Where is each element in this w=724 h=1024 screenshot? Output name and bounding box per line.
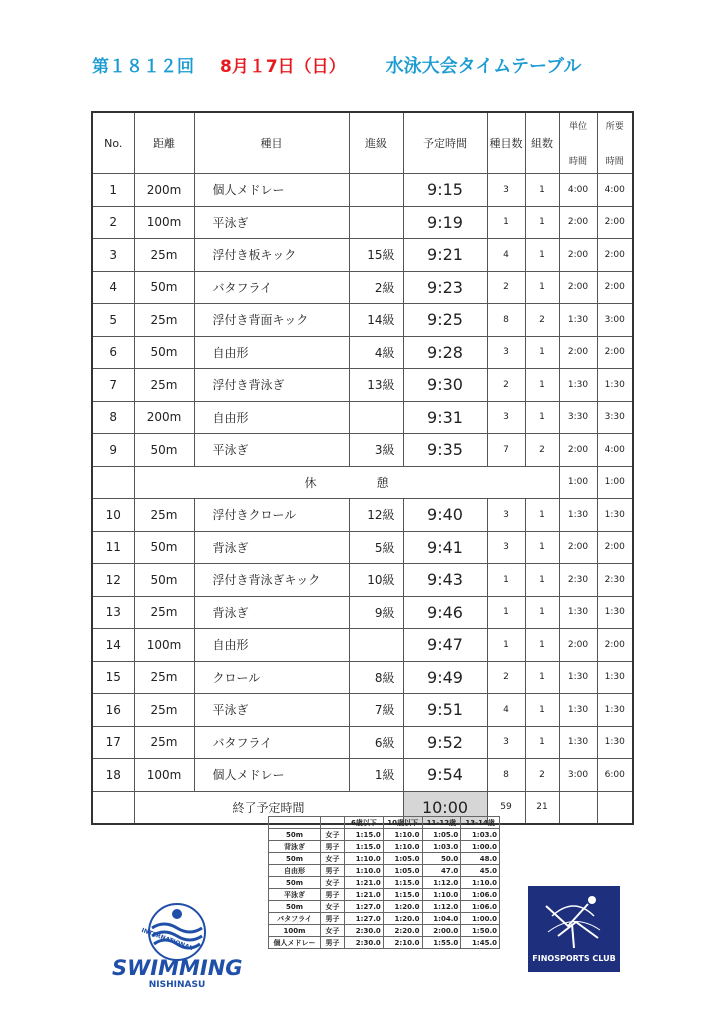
row-number: 10 (92, 499, 134, 532)
logo-main-text: SWIMMING (112, 956, 243, 980)
row-required-time: 1:30 (597, 369, 633, 402)
row-unit-time: 1:30 (559, 661, 597, 694)
row-number: 9 (92, 434, 134, 467)
row-event: 背泳ぎ (194, 531, 349, 564)
row-event: 自由形 (194, 629, 349, 662)
row-distance: 25m (134, 694, 194, 727)
edition-number: 第１８１２回 (92, 57, 194, 77)
table-row (92, 759, 633, 792)
header-unit-bottom: 時間 (568, 157, 587, 167)
row-number: 1 (92, 174, 134, 207)
logo-sub-text: NISHINASU (148, 980, 206, 990)
header-req-top: 所要 (605, 122, 624, 132)
row-time: 9:30 (403, 369, 487, 402)
table-row (92, 304, 633, 337)
row-level: 5級 (349, 531, 403, 564)
row-required-time: 1:30 (597, 726, 633, 759)
finosports-club-logo (528, 886, 620, 972)
row-unit-time: 1:30 (559, 694, 597, 727)
row-events-count: 8 (487, 304, 525, 337)
row-level: 9級 (349, 596, 403, 629)
row-number: 8 (92, 401, 134, 434)
row-events-count: 2 (487, 661, 525, 694)
row-number: 4 (92, 271, 134, 304)
qual-time: 1:06.0 (461, 889, 500, 901)
row-time: 9:40 (403, 499, 487, 532)
qual-time: 1:10.0 (461, 877, 500, 889)
row-unit-time: 1:30 (559, 304, 597, 337)
table-row (92, 174, 633, 207)
row-event: 浮付き板キック (194, 239, 349, 272)
qual-row (269, 853, 500, 865)
row-time: 9:47 (403, 629, 487, 662)
qual-row (269, 829, 500, 841)
row-number: 11 (92, 531, 134, 564)
row-event: バタフライ (194, 271, 349, 304)
row-groups: 1 (525, 726, 559, 759)
row-distance: 50m (134, 271, 194, 304)
row-distance: 100m (134, 206, 194, 239)
row-groups: 1 (525, 271, 559, 304)
row-groups: 1 (525, 369, 559, 402)
qual-sex: 女子 (321, 877, 345, 889)
row-distance: 25m (134, 304, 194, 337)
header-event: 種目 (194, 112, 349, 174)
qual-time: 1:05.0 (422, 829, 461, 841)
qual-event: 50m (269, 853, 321, 865)
document-title: 水泳大会タイムテーブル (385, 56, 582, 77)
row-level: 6級 (349, 726, 403, 759)
row-unit-time: 2:00 (559, 434, 597, 467)
header-time: 予定時間 (403, 112, 487, 174)
qual-time: 2:20.0 (383, 925, 422, 937)
qual-time: 1:27.0 (345, 901, 384, 913)
row-time: 9:15 (403, 174, 487, 207)
row-unit-time: 3:30 (559, 401, 597, 434)
header-distance: 距離 (134, 112, 194, 174)
row-required-time: 4:00 (597, 174, 633, 207)
qual-time: 1:15.0 (383, 889, 422, 901)
row-time: 9:41 (403, 531, 487, 564)
row-required-time: 2:00 (597, 271, 633, 304)
qual-time: 1:21.0 (345, 889, 384, 901)
row-event: クロール (194, 661, 349, 694)
row-distance: 25m (134, 596, 194, 629)
row-event: 個人メドレー (194, 174, 349, 207)
row-distance: 25m (134, 726, 194, 759)
timetable (91, 111, 634, 825)
qual-time: 1:21.0 (345, 877, 384, 889)
row-time: 9:23 (403, 271, 487, 304)
row-level: 12級 (349, 499, 403, 532)
logo-arc-text: INTERNATIONAL (140, 926, 194, 953)
row-required-time: 2:00 (597, 239, 633, 272)
row-level: 7級 (349, 694, 403, 727)
row-groups: 1 (525, 239, 559, 272)
row-number: 6 (92, 336, 134, 369)
row-level: 1級 (349, 759, 403, 792)
qual-time: 2:30.0 (345, 925, 384, 937)
qual-event: 自由形 (269, 865, 321, 877)
row-event: 平泳ぎ (194, 206, 349, 239)
row-groups: 1 (525, 174, 559, 207)
row-time: 9:25 (403, 304, 487, 337)
qual-age-header: 10歳以下 (383, 817, 422, 829)
row-events-count: 4 (487, 694, 525, 727)
row-events-count: 1 (487, 629, 525, 662)
row-level: 14級 (349, 304, 403, 337)
row-event: 浮付き背泳ぎ (194, 369, 349, 402)
row-number: 12 (92, 564, 134, 597)
qual-event: 50m (269, 877, 321, 889)
row-number: 15 (92, 661, 134, 694)
qual-event: 個人メドレー (269, 937, 321, 949)
qual-time: 1:03.0 (461, 829, 500, 841)
row-time: 9:35 (403, 434, 487, 467)
qual-time: 1:27.0 (345, 913, 384, 925)
row-number: 7 (92, 369, 134, 402)
row-event: 自由形 (194, 401, 349, 434)
row-events-count: 3 (487, 401, 525, 434)
row-events-count: 8 (487, 759, 525, 792)
row-required-time: 3:30 (597, 401, 633, 434)
qual-time: 1:00.0 (461, 841, 500, 853)
footer-empty (92, 791, 134, 824)
row-distance: 25m (134, 369, 194, 402)
row-time: 9:31 (403, 401, 487, 434)
event-date: 8月１7日（日） (220, 57, 346, 77)
qual-time: 47.0 (422, 865, 461, 877)
qual-time: 1:15.0 (345, 829, 384, 841)
row-distance: 100m (134, 759, 194, 792)
footer-label: 終了予定時間 (134, 791, 403, 824)
row-distance: 50m (134, 336, 194, 369)
row-events-count: 1 (487, 206, 525, 239)
qual-time: 2:00.0 (422, 925, 461, 937)
qual-age-header: 11-12歳 (422, 817, 461, 829)
row-events-count: 3 (487, 499, 525, 532)
qual-time: 1:05.0 (383, 853, 422, 865)
footer-req-empty (597, 791, 633, 824)
row-required-time: 2:00 (597, 629, 633, 662)
row-groups: 1 (525, 661, 559, 694)
qual-time: 1:10.0 (383, 841, 422, 853)
row-groups: 2 (525, 759, 559, 792)
row-required-time: 2:00 (597, 531, 633, 564)
row-distance: 25m (134, 661, 194, 694)
row-events-count: 2 (487, 271, 525, 304)
qual-row (269, 889, 500, 901)
row-groups: 1 (525, 694, 559, 727)
qual-time: 2:10.0 (383, 937, 422, 949)
qual-event: 100m (269, 925, 321, 937)
break-unit-time: 1:00 (559, 466, 597, 499)
qual-time: 1:10.0 (345, 865, 384, 877)
row-time: 9:19 (403, 206, 487, 239)
table-row (92, 434, 633, 467)
row-unit-time: 1:30 (559, 369, 597, 402)
row-distance: 100m (134, 629, 194, 662)
row-unit-time: 2:30 (559, 564, 597, 597)
row-groups: 1 (525, 629, 559, 662)
qual-sex: 女子 (321, 901, 345, 913)
row-number: 13 (92, 596, 134, 629)
row-groups: 2 (525, 304, 559, 337)
qual-sex: 男子 (321, 841, 345, 853)
row-unit-time: 2:00 (559, 336, 597, 369)
qual-time: 1:12.0 (422, 877, 461, 889)
swimming-nishinasu-logo (112, 900, 242, 990)
row-events-count: 1 (487, 564, 525, 597)
row-number: 5 (92, 304, 134, 337)
row-time: 9:54 (403, 759, 487, 792)
qual-time: 48.0 (461, 853, 500, 865)
header-level: 進級 (349, 112, 403, 174)
row-groups: 1 (525, 206, 559, 239)
row-number: 18 (92, 759, 134, 792)
qual-sex: 男子 (321, 889, 345, 901)
qual-time: 1:00.0 (461, 913, 500, 925)
total-events: 59 (487, 791, 525, 824)
row-groups: 2 (525, 434, 559, 467)
qual-corner-sex (321, 817, 345, 829)
qual-sex: 男子 (321, 937, 345, 949)
header-unit-top: 単位 (568, 122, 587, 132)
row-level (349, 174, 403, 207)
qual-event: 50m (269, 901, 321, 913)
row-unit-time: 3:00 (559, 759, 597, 792)
row-level: 13級 (349, 369, 403, 402)
row-events-count: 3 (487, 531, 525, 564)
row-required-time: 4:00 (597, 434, 633, 467)
row-events-count: 7 (487, 434, 525, 467)
break-row (92, 466, 633, 499)
qual-time: 1:10.0 (422, 889, 461, 901)
row-required-time: 3:00 (597, 304, 633, 337)
header-groups: 組数 (525, 112, 559, 174)
qual-event: 背泳ぎ (269, 841, 321, 853)
table-row (92, 206, 633, 239)
row-event: 浮付き背泳ぎキック (194, 564, 349, 597)
row-unit-time: 2:00 (559, 239, 597, 272)
qual-row (269, 937, 500, 949)
qual-header-row (269, 817, 500, 829)
header-required-time (597, 112, 633, 174)
qual-time: 1:12.0 (422, 901, 461, 913)
table-row (92, 499, 633, 532)
qual-age-header: 13-14歳 (461, 817, 500, 829)
qual-sex: 女子 (321, 853, 345, 865)
qual-time: 1:15.0 (383, 877, 422, 889)
qual-row (269, 901, 500, 913)
row-level: 8級 (349, 661, 403, 694)
qual-time: 1:10.0 (383, 829, 422, 841)
qual-row (269, 877, 500, 889)
row-events-count: 1 (487, 596, 525, 629)
qual-time: 45.0 (461, 865, 500, 877)
row-unit-time: 4:00 (559, 174, 597, 207)
row-required-time: 2:00 (597, 206, 633, 239)
table-row (92, 629, 633, 662)
row-unit-time: 2:00 (559, 531, 597, 564)
row-groups: 1 (525, 336, 559, 369)
table-row (92, 271, 633, 304)
qual-time: 1:20.0 (383, 901, 422, 913)
row-required-time: 2:30 (597, 564, 633, 597)
table-row (92, 726, 633, 759)
row-groups: 1 (525, 499, 559, 532)
header-no: No. (92, 112, 134, 174)
row-time: 9:43 (403, 564, 487, 597)
row-required-time: 1:30 (597, 596, 633, 629)
row-number: 2 (92, 206, 134, 239)
row-distance: 50m (134, 434, 194, 467)
row-time: 9:51 (403, 694, 487, 727)
row-unit-time: 1:30 (559, 499, 597, 532)
qualifying-times-table (268, 816, 500, 949)
row-level (349, 401, 403, 434)
row-distance: 50m (134, 531, 194, 564)
table-row (92, 564, 633, 597)
row-level: 10級 (349, 564, 403, 597)
row-required-time: 1:30 (597, 499, 633, 532)
table-row (92, 239, 633, 272)
row-event: 平泳ぎ (194, 434, 349, 467)
row-groups: 1 (525, 564, 559, 597)
qual-sex: 女子 (321, 829, 345, 841)
row-level: 2級 (349, 271, 403, 304)
page-title (92, 52, 581, 78)
header-unit-time (559, 112, 597, 174)
row-event: 個人メドレー (194, 759, 349, 792)
row-event: 浮付きクロール (194, 499, 349, 532)
row-number: 14 (92, 629, 134, 662)
qual-sex: 男子 (321, 865, 345, 877)
table-row (92, 694, 633, 727)
table-row (92, 369, 633, 402)
row-unit-time: 2:00 (559, 271, 597, 304)
row-time: 9:21 (403, 239, 487, 272)
qual-corner (269, 817, 321, 829)
row-events-count: 3 (487, 336, 525, 369)
row-level (349, 206, 403, 239)
row-distance: 25m (134, 239, 194, 272)
table-row (92, 531, 633, 564)
row-required-time: 6:00 (597, 759, 633, 792)
qual-row (269, 913, 500, 925)
qual-event: バタフライ (269, 913, 321, 925)
qual-time: 1:45.0 (461, 937, 500, 949)
header-row (92, 112, 633, 174)
row-event: 背泳ぎ (194, 596, 349, 629)
row-number: 3 (92, 239, 134, 272)
footer-unit-empty (559, 791, 597, 824)
header-events-count: 種目数 (487, 112, 525, 174)
qual-sex: 男子 (321, 913, 345, 925)
row-events-count: 3 (487, 174, 525, 207)
row-groups: 1 (525, 401, 559, 434)
qual-row (269, 865, 500, 877)
table-row (92, 336, 633, 369)
row-event: 自由形 (194, 336, 349, 369)
qual-time: 1:20.0 (383, 913, 422, 925)
qual-row (269, 841, 500, 853)
qual-age-header: 6歳以下 (345, 817, 384, 829)
row-events-count: 2 (487, 369, 525, 402)
break-label: 休 憩 (134, 466, 559, 499)
table-row (92, 661, 633, 694)
end-time: 10:00 (403, 791, 487, 824)
header-req-bottom: 時間 (605, 157, 624, 167)
qual-event: 50m (269, 829, 321, 841)
qual-time: 50.0 (422, 853, 461, 865)
row-distance: 50m (134, 564, 194, 597)
qual-time: 1:04.0 (422, 913, 461, 925)
row-unit-time: 2:00 (559, 206, 597, 239)
row-events-count: 3 (487, 726, 525, 759)
row-events-count: 4 (487, 239, 525, 272)
row-event: 浮付き背面キック (194, 304, 349, 337)
row-number: 17 (92, 726, 134, 759)
row-unit-time: 2:00 (559, 629, 597, 662)
qual-time: 1:15.0 (345, 841, 384, 853)
row-distance: 200m (134, 174, 194, 207)
row-number: 16 (92, 694, 134, 727)
qual-time: 1:55.0 (422, 937, 461, 949)
row-time: 9:46 (403, 596, 487, 629)
qual-row (269, 925, 500, 937)
row-distance: 200m (134, 401, 194, 434)
table-row (92, 596, 633, 629)
logo-right-text: FINOSPORTS CLUB (532, 954, 616, 963)
row-level (349, 629, 403, 662)
row-level: 15級 (349, 239, 403, 272)
row-unit-time: 1:30 (559, 596, 597, 629)
row-required-time: 2:00 (597, 336, 633, 369)
qual-time: 2:30.0 (345, 937, 384, 949)
row-distance: 25m (134, 499, 194, 532)
qual-time: 1:03.0 (422, 841, 461, 853)
table-row (92, 401, 633, 434)
qual-time: 1:06.0 (461, 901, 500, 913)
row-level: 3級 (349, 434, 403, 467)
row-groups: 1 (525, 596, 559, 629)
break-required-time: 1:00 (597, 466, 633, 499)
row-time: 9:28 (403, 336, 487, 369)
qual-sex: 女子 (321, 925, 345, 937)
qual-time: 1:50.0 (461, 925, 500, 937)
row-required-time: 1:30 (597, 694, 633, 727)
row-event: バタフライ (194, 726, 349, 759)
qual-time: 1:10.0 (345, 853, 384, 865)
row-time: 9:49 (403, 661, 487, 694)
break-empty (92, 466, 134, 499)
row-level: 4級 (349, 336, 403, 369)
row-groups: 1 (525, 531, 559, 564)
row-unit-time: 1:30 (559, 726, 597, 759)
qual-event: 平泳ぎ (269, 889, 321, 901)
qual-time: 1:05.0 (383, 865, 422, 877)
row-event: 平泳ぎ (194, 694, 349, 727)
row-time: 9:52 (403, 726, 487, 759)
total-groups: 21 (525, 791, 559, 824)
row-required-time: 1:30 (597, 661, 633, 694)
